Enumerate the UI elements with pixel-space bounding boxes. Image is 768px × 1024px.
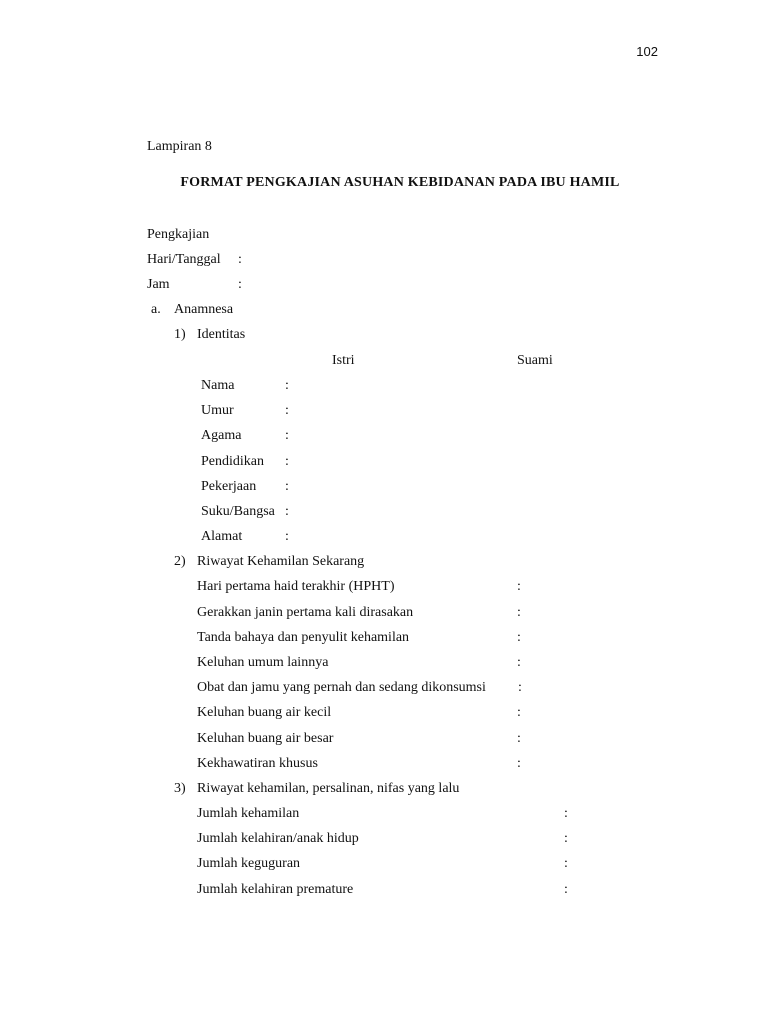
riwayat-lalu-colon: : xyxy=(564,831,568,846)
field-colon: : xyxy=(285,378,289,393)
field-colon: : xyxy=(285,504,289,519)
field-pendidikan: Pendidikan xyxy=(201,454,264,469)
riwayat-lalu-jumlah-premature: Jumlah kelahiran premature xyxy=(197,882,354,897)
riwayat-item-bab: Keluhan buang air besar xyxy=(197,731,334,746)
riwayat-item-kekhawatiran: Kekhawatiran khusus xyxy=(197,756,318,771)
section-a-marker: a. xyxy=(151,302,161,317)
riwayat-item-colon: : xyxy=(517,579,521,594)
pengkajian-heading: Pengkajian xyxy=(147,227,210,242)
riwayat-lalu-colon: : xyxy=(564,882,568,897)
jam-label: Jam xyxy=(147,277,170,292)
riwayat-lalu-jumlah-kehamilan: Jumlah kehamilan xyxy=(197,806,300,821)
field-colon: : xyxy=(285,529,289,544)
riwayat-item-colon: : xyxy=(517,630,521,645)
field-alamat: Alamat xyxy=(201,529,243,544)
document-title: FORMAT PENGKAJIAN ASUHAN KEBIDANAN PADA IBU HAMIL xyxy=(180,175,620,190)
field-colon: : xyxy=(285,479,289,494)
riwayat-lalu-jumlah-kelahiran: Jumlah kelahiran/anak hidup xyxy=(197,831,359,846)
riwayat-item-colon: : xyxy=(517,605,521,620)
page-number: 102 xyxy=(636,44,658,59)
hari-tanggal-colon: : xyxy=(238,252,242,267)
field-agama: Agama xyxy=(201,428,242,443)
hari-tanggal-label: Hari/Tanggal xyxy=(147,252,221,267)
jam-colon: : xyxy=(238,277,242,292)
section-a-label: Anamnesa xyxy=(174,302,234,317)
riwayat-lalu-jumlah-keguguran: Jumlah keguguran xyxy=(197,856,301,871)
riwayat-lalu-label: Riwayat kehamilan, persalinan, nifas yang lalu xyxy=(197,781,460,796)
riwayat-item-keluhan-umum: Keluhan umum lainnya xyxy=(197,655,329,670)
field-pekerjaan: Pekerjaan xyxy=(201,479,257,494)
riwayat-item-colon: : xyxy=(517,731,521,746)
field-colon: : xyxy=(285,454,289,469)
riwayat-sekarang-label: Riwayat Kehamilan Sekarang xyxy=(197,554,365,569)
riwayat-item-tanda-bahaya: Tanda bahaya dan penyulit kehamilan xyxy=(197,630,410,645)
riwayat-item-colon: : xyxy=(518,680,522,695)
column-istri: Istri xyxy=(332,353,355,368)
field-colon: : xyxy=(285,403,289,418)
column-suami: Suami xyxy=(517,353,553,368)
field-colon: : xyxy=(285,428,289,443)
riwayat-item-colon: : xyxy=(517,705,521,720)
riwayat-item-colon: : xyxy=(517,655,521,670)
riwayat-item-gerakan-janin: Gerakkan janin pertama kali dirasakan xyxy=(197,605,414,620)
appendix-label: Lampiran 8 xyxy=(147,139,212,154)
riwayat-lalu-colon: : xyxy=(564,856,568,871)
riwayat-item-obat-jamu: Obat dan jamu yang pernah dan sedang dikonsumsi xyxy=(197,680,486,695)
field-umur: Umur xyxy=(201,403,234,418)
field-nama: Nama xyxy=(201,378,235,393)
riwayat-lalu-colon: : xyxy=(564,806,568,821)
riwayat-item-bak: Keluhan buang air kecil xyxy=(197,705,332,720)
riwayat-sekarang-marker: 2) xyxy=(174,554,186,569)
riwayat-lalu-marker: 3) xyxy=(174,781,186,796)
identitas-label: Identitas xyxy=(197,327,246,342)
field-suku-bangsa: Suku/Bangsa xyxy=(201,504,275,519)
riwayat-item-colon: : xyxy=(517,756,521,771)
identitas-marker: 1) xyxy=(174,327,186,342)
riwayat-item-hpht: Hari pertama haid terakhir (HPHT) xyxy=(197,579,395,594)
